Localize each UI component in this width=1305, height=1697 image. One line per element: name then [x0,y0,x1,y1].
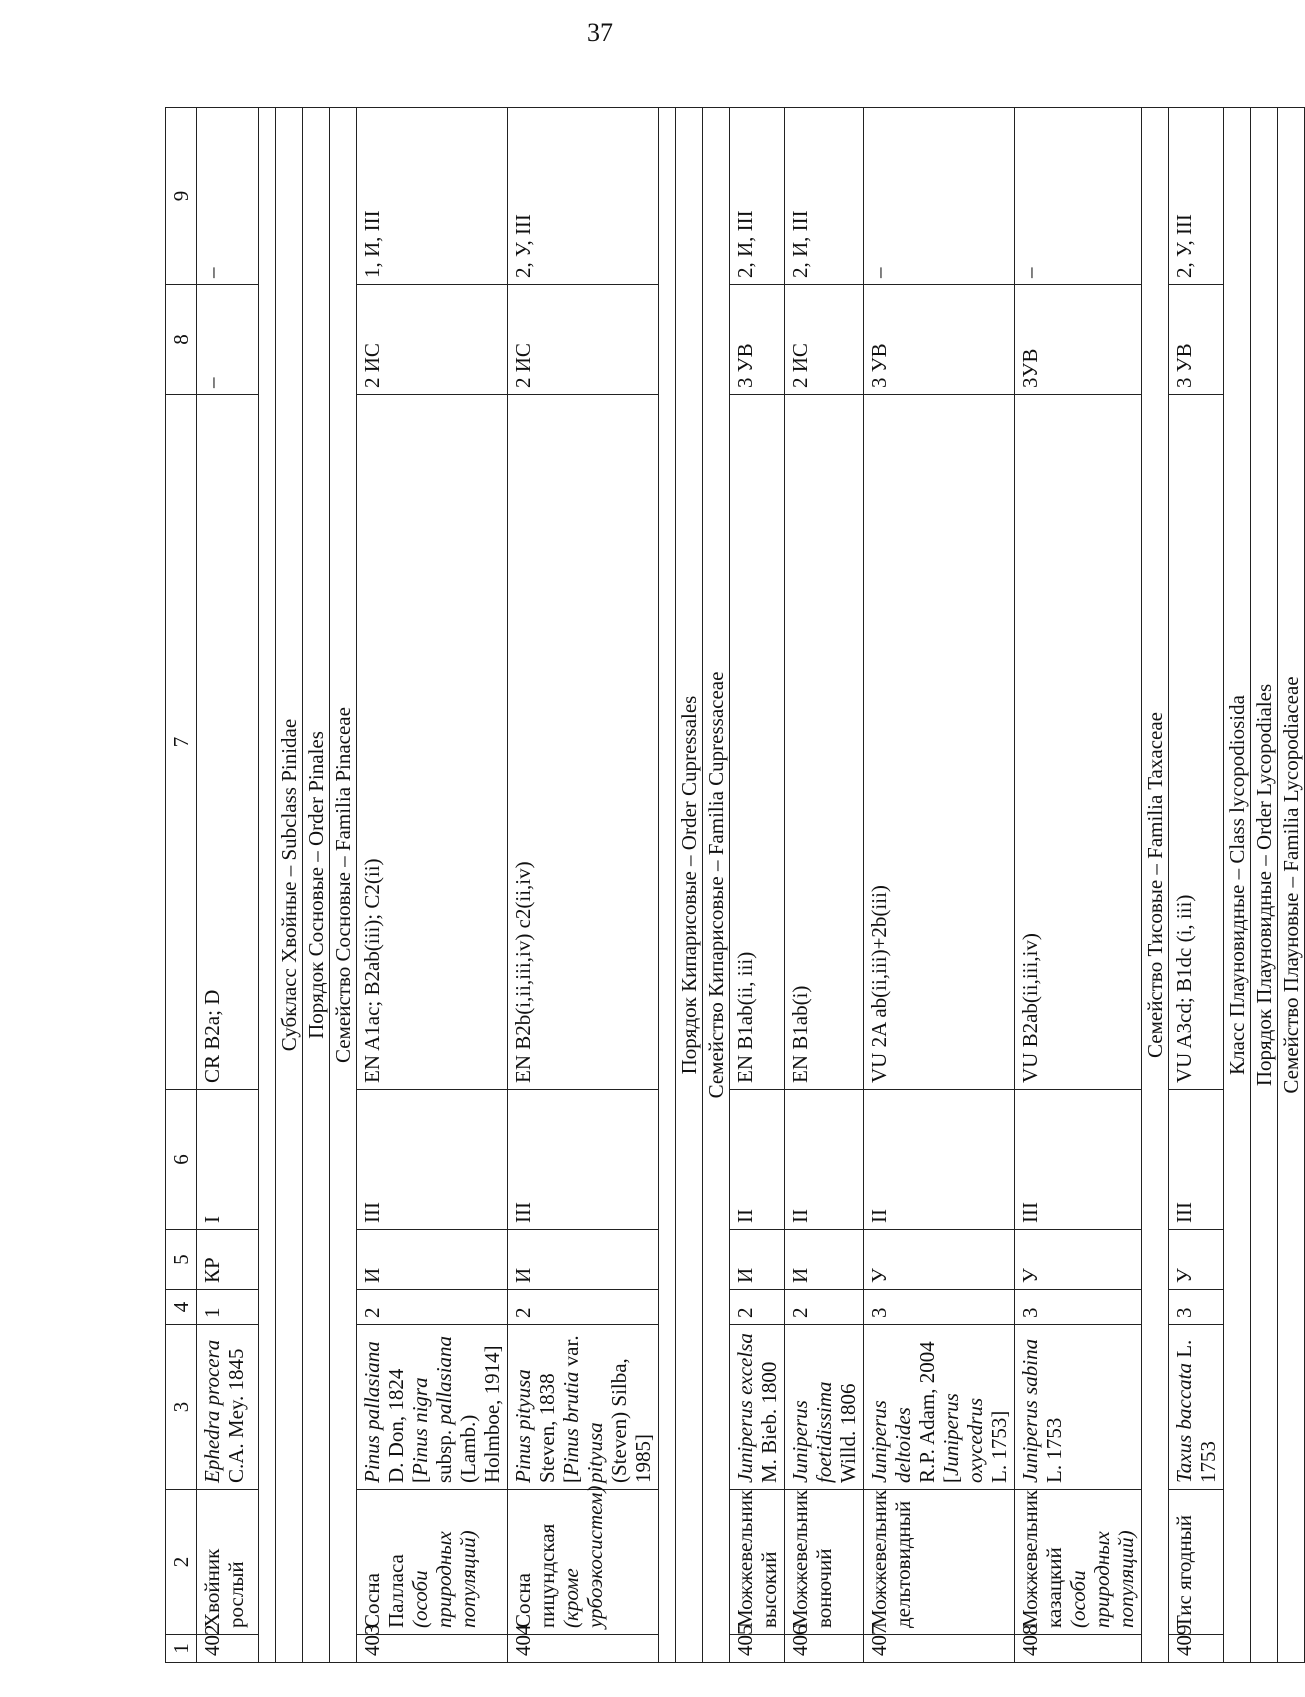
synonym-epithet: pallasiana [432,1335,456,1425]
section-row [1142,108,1169,1663]
cell-c6: I [197,1090,259,1230]
table-row [864,108,1015,1663]
cell-c6: III [357,1090,508,1230]
cell-c9: – [864,108,1015,285]
section-title: Семейство Кипарисовые – Familia Cupressaceae [703,108,730,1663]
cell-c9: 2, И, III [730,108,785,285]
synonym-rank: var. [559,1335,583,1372]
species-note: (особи природных популяций) [1066,1530,1138,1628]
cell-c5: У [1015,1230,1142,1290]
cell-num: 403 [357,1635,508,1663]
cell-c5: И [357,1230,508,1290]
latin-author: C.A. Mey. 1845 [224,1348,248,1483]
species-name: Можжевельник высокий [733,1489,781,1628]
cell-c7: EN A1ac; B2ab(iii); C2(ii) [357,395,508,1090]
cell-latin [1015,1325,1142,1490]
cell-name [864,1490,1015,1635]
cell-num: 407 [864,1635,1015,1663]
synonym-name: Juniperus oxycedrus [939,1393,987,1483]
col-header-6: 6 [166,1090,197,1230]
cell-c5: У [864,1230,1015,1290]
col-header-8: 8 [166,285,197,395]
cell-c8: – [197,285,259,395]
header-row [166,108,197,1663]
section-row [276,108,303,1663]
cell-c4: 2 [785,1290,864,1325]
latin-name: Juniperus deltoides [867,1400,915,1483]
section-row [1278,108,1305,1663]
latin-name: Ephedra procera [200,1339,224,1483]
table-row [1169,108,1224,1663]
synonym-author: (Steven) Silba, 1985] [607,1358,655,1483]
cell-c4: 1 [197,1290,259,1325]
cell-num: 406 [785,1635,864,1663]
cell-c6: II [864,1090,1015,1230]
table-row [730,108,785,1663]
section-row [703,108,730,1663]
cell-c4: 3 [1015,1290,1142,1325]
latin-name: Juniperus excelsa [733,1333,757,1483]
cell-c7: VU 2A ab(ii,iii)+2b(iii) [864,395,1015,1090]
col-header-2: 2 [166,1490,197,1635]
cell-c4: 3 [864,1290,1015,1325]
cell-c8: 2 ИС [357,285,508,395]
latin-name: Juniperus foetidissima [788,1381,836,1483]
cell-c7: VU B2ab(ii,iii,iv) [1015,395,1142,1090]
species-name: Можжевельник казацкий [1018,1489,1066,1628]
cell-latin [864,1325,1015,1490]
cell-name [730,1490,785,1635]
spacer-row [259,108,276,1663]
cell-num: 405 [730,1635,785,1663]
page-number: 37 [587,18,613,47]
species-note: (особи природных популяций) [408,1530,480,1628]
cell-num: 409 [1169,1635,1224,1663]
col-header-7: 7 [166,395,197,1090]
cell-latin [730,1325,785,1490]
cell-name [785,1490,864,1635]
cell-c6: III [1169,1090,1224,1230]
synonym-author: L. 1753] [987,1410,1011,1483]
cell-c9: 2, У, III [1169,108,1224,285]
cell-latin [197,1325,259,1490]
col-header-3: 3 [166,1325,197,1490]
spacer-row [659,108,676,1663]
cell-c4: 2 [508,1290,659,1325]
cell-c6: II [785,1090,864,1230]
species-name: Хвойник рослый [200,1548,248,1628]
synonym-bracket: [ [939,1476,963,1483]
synonym-epithet: pityusa [583,1422,607,1483]
latin-author: L. 1753 [1042,1417,1066,1483]
cell-c5: У [1169,1230,1224,1290]
cell-c7: CR B2a; D [197,395,259,1090]
cell-c6: II [730,1090,785,1230]
cell-c8: 3 УВ [864,285,1015,395]
cell-c6: III [508,1090,659,1230]
species-table [165,107,1305,1663]
cell-c5: И [508,1230,659,1290]
section-title: Порядок Кипарисовые – Order Cupressales [676,108,703,1663]
section-row [330,108,357,1663]
section-title: Семейство Плауновые – Familia Lycopodiaceae [1278,108,1305,1663]
cell-num: 402 [197,1635,259,1663]
cell-num: 408 [1015,1635,1142,1663]
species-note: (кроме урбоэкосистем) [559,1485,607,1628]
synonym-name: Pinus nigra [408,1377,432,1476]
latin-name: Pinus pallasiana [360,1341,384,1483]
col-header-9: 9 [166,108,197,285]
synonym-rank: subsp. [432,1424,456,1483]
latin-author: R.P. Adam, 2004 [915,1341,939,1483]
table-row [197,108,259,1663]
cell-name [1015,1490,1142,1635]
species-name: Можжевельник дельтовидный [867,1489,915,1628]
cell-c9: 1, И, III [357,108,508,285]
cell-c5: И [785,1230,864,1290]
latin-name: Juniperus sabina [1018,1338,1042,1483]
latin-author: L. 1753 [1172,1339,1220,1483]
col-header-1: 1 [166,1635,197,1663]
table-row [508,108,659,1663]
latin-name: Taxus baccata [1172,1363,1196,1483]
section-row [676,108,703,1663]
section-title: Порядок Сосновые – Order Pinales [303,108,330,1663]
cell-latin [785,1325,864,1490]
table-row [785,108,864,1663]
synonym-author: (Lamb.) Holmboe, 1914] [456,1345,504,1483]
cell-latin [357,1325,508,1490]
cell-latin [508,1325,659,1490]
latin-name: Pinus pityusa [511,1369,535,1483]
cell-c7: VU A3cd; B1dc (i, iii) [1169,395,1224,1090]
cell-name [508,1485,659,1635]
section-row [1224,108,1251,1663]
cell-c5: И [730,1230,785,1290]
cell-c7: EN B1ab(i) [785,395,864,1090]
synonym-bracket: [ [559,1476,583,1483]
latin-author: D. Don, 1824 [384,1368,408,1483]
cell-c7: EN B2b(i,ii,iii,iv) c2(ii,iv) [508,395,659,1090]
cell-c9: 2, У, III [508,108,659,285]
section-row [1251,108,1278,1663]
cell-c8: 3 УВ [730,285,785,395]
col-header-4: 4 [166,1290,197,1325]
cell-c4: 2 [357,1290,508,1325]
cell-num: 404 [508,1635,659,1663]
cell-c8: 3УВ [1015,285,1142,395]
section-title: Семейство Тисовые – Familia Taxaceae [1142,108,1169,1663]
cell-name [197,1490,259,1635]
cell-name [357,1490,508,1635]
species-name: Тис ягодный [1172,1514,1196,1628]
cell-c8: 2 ИС [508,285,659,395]
cell-latin [1169,1325,1224,1490]
table-row [1015,108,1142,1663]
cell-c9: – [197,108,259,285]
cell-c8: 3 УВ [1169,285,1224,395]
cell-c4: 2 [730,1290,785,1325]
cell-c6: III [1015,1090,1142,1230]
section-title: Семейство Сосновые – Familia Pinaceae [330,108,357,1663]
cell-c9: 2, И, III [785,108,864,285]
species-name: Можжевельник вонючий [788,1489,836,1628]
latin-author: Steven, 1838 [535,1373,559,1483]
synonym-name: Pinus brutia [559,1371,583,1476]
section-title: Порядок Плауновидные – Order Lycopodiales [1251,108,1278,1663]
rotated-table-container [165,108,1303,1663]
latin-author: M. Bieb. 1800 [757,1361,781,1483]
species-name: Сосна Палласа [360,1554,408,1628]
latin-author: Willd. 1806 [836,1383,860,1483]
cell-name [1169,1490,1224,1635]
cell-c5: КР [197,1230,259,1290]
section-title: Субкласс Хвойные – Subclass Pinidae [276,108,303,1663]
col-header-5: 5 [166,1230,197,1290]
section-title: Класс Плауновидные – Class lycopodiosida [1224,108,1251,1663]
cell-c7: EN B1ab(ii, iii) [730,395,785,1090]
synonym-bracket: [ [408,1476,432,1483]
table-row [357,108,508,1663]
cell-c4: 3 [1169,1290,1224,1325]
species-name: Сосна пицундская [511,1523,559,1628]
section-row [303,108,330,1663]
cell-c9: – [1015,108,1142,285]
cell-c8: 2 ИС [785,285,864,395]
